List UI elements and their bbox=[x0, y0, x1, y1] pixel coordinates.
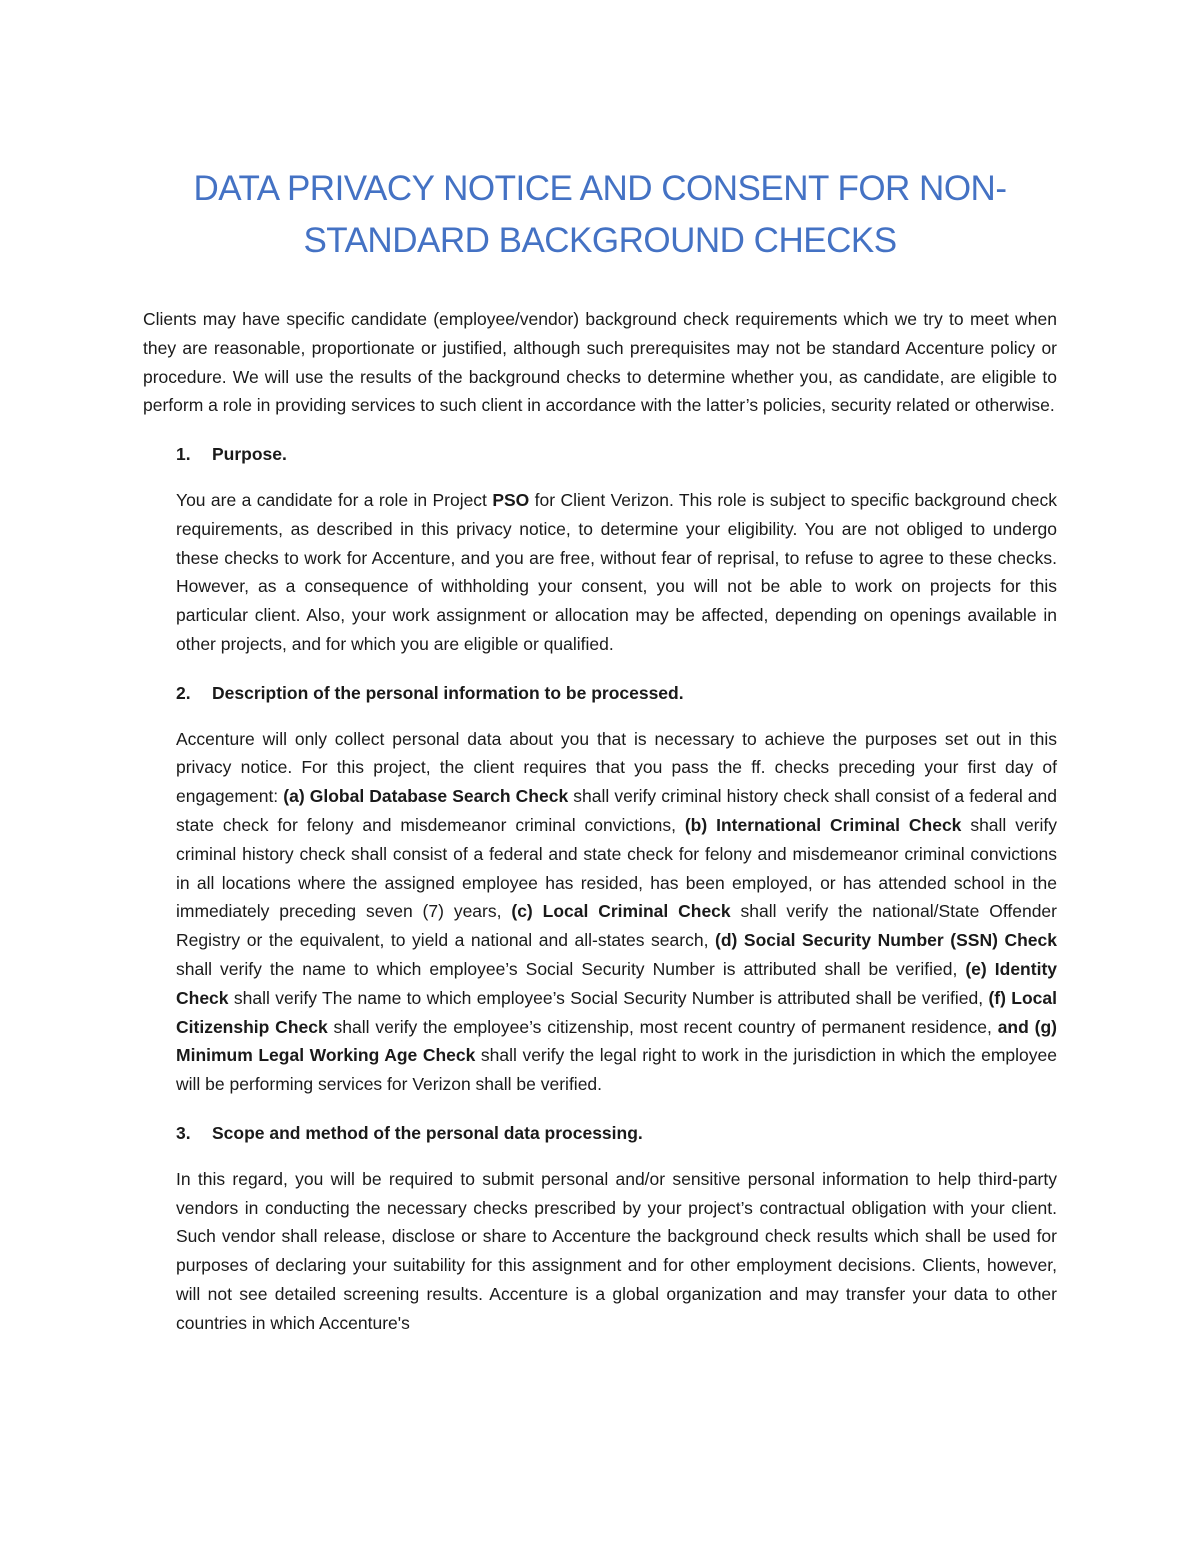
section-3-number: 3. bbox=[176, 1122, 191, 1143]
title-line-1: DATA PRIVACY NOTICE AND CONSENT FOR NON- bbox=[193, 169, 1007, 209]
check-g-label: and (g) Minimum Legal Working Age Check bbox=[176, 1016, 1057, 1066]
section-3-paragraph: In this regard, you will be required to submit personal and/or sensitive personal information to help third-party vendors in conducting the necessary checks prescribed by your project’s contractual obligation with your client. Such vendor shall release, disclose or share to Accenture the background check results which shall be used for purposes of declaring your suitability for this assignment and for other employment decisions. Clients, however, will not see detailed screening results. Accenture is a global organization and may transfer your data to other countries in which Accenture's bbox=[176, 1168, 1057, 1333]
s2-text-1: Accenture will only collect personal data about you that is necessary to achieve the purposes set out in this privacy notice. For this project, the client requires that you pass the ff. checks preceding your first day of engagement: bbox=[176, 728, 1057, 807]
section-2-heading bbox=[176, 679, 1057, 708]
section-1-text-a: You are a candidate for a role in Project bbox=[176, 489, 493, 510]
check-a-label: (a) Global Database Search Check bbox=[283, 786, 569, 807]
section-1-paragraph bbox=[176, 486, 1057, 659]
document-title bbox=[150, 163, 1050, 267]
check-e-label: (e) Identity Check bbox=[176, 958, 1058, 1008]
section-1-heading bbox=[176, 440, 1057, 469]
s2-text-6: shall verify The name to which employee’s Social Security Number is attributed shall be verified, bbox=[228, 987, 989, 1008]
section-3-title: Scope and method of the personal data processing. bbox=[212, 1122, 643, 1143]
s2-text-8: shall verify the legal right to work in the jurisdiction in which the employee will be performing services for Verizon shall be verified. bbox=[176, 1045, 1057, 1095]
section-2-paragraph bbox=[176, 725, 1057, 1099]
section-3-heading bbox=[176, 1119, 1057, 1148]
s2-text-3: shall verify criminal history check shall consist of a federal and state check for felony and misdemeanor criminal convictions in all locations where the assigned employee has resided, has been employed, or has attended school in the immediately preceding seven (7) years, bbox=[176, 814, 1058, 922]
section-2-number: 2. bbox=[176, 682, 191, 703]
s2-text-2: shall verify criminal history check shall consist of a federal and state check for felony and misdemeanor criminal convictions, bbox=[176, 786, 1058, 835]
project-name: PSO bbox=[492, 489, 530, 510]
check-f-label: (f) Local Citizenship Check bbox=[176, 987, 1057, 1037]
intro-paragraph: Clients may have specific candidate (employee/vendor) background check requirements which we try to meet when they are reasonable, proportionate or justified, although such prerequisites may not be standard Accenture policy or procedure. We will use the results of the background checks to determine whether you, as candidate, are eligible to perform a role in providing services to such client in accordance with the latter’s policies, security related or otherwise. bbox=[143, 309, 1057, 416]
check-b-label: (b) International Criminal Check bbox=[684, 814, 962, 835]
document-body bbox=[143, 305, 1057, 1358]
s2-text-5: shall verify the name to which employee’s Social Security Number is attributed shall be verified, bbox=[176, 958, 966, 979]
section-1-number: 1. bbox=[176, 444, 191, 465]
s2-text-4: shall verify the national/State Offender Registry or the equivalent, to yield a national and all-states search, bbox=[176, 901, 1057, 951]
section-1-text-b: for Client Verizon. This role is subject to specific background check requirements, as described in this privacy notice, to determine your eligibility. You are not obliged to undergo these checks to work for Accenture, and you are free, without fear of reprisal, to refuse to agree to these checks. However, as a consequence of withholding your consent, you will not be able to work on projects for this particular client. Also, your work assignment or allocation may be affected, depending on openings available in other projects, and for which you are eligible or qualified. bbox=[176, 489, 1057, 654]
section-2-title: Description of the personal information to be processed. bbox=[212, 682, 684, 703]
section-1-title: Purpose. bbox=[212, 444, 287, 465]
check-d-label: (d) Social Security Number (SSN) Check bbox=[715, 930, 1057, 951]
s2-text-7: shall verify the employee’s citizenship, most recent country of permanent residence, bbox=[327, 1016, 998, 1037]
check-c-label: (c) Local Criminal Check bbox=[511, 901, 731, 922]
title-line-2: STANDARD BACKGROUND CHECKS bbox=[303, 221, 897, 261]
